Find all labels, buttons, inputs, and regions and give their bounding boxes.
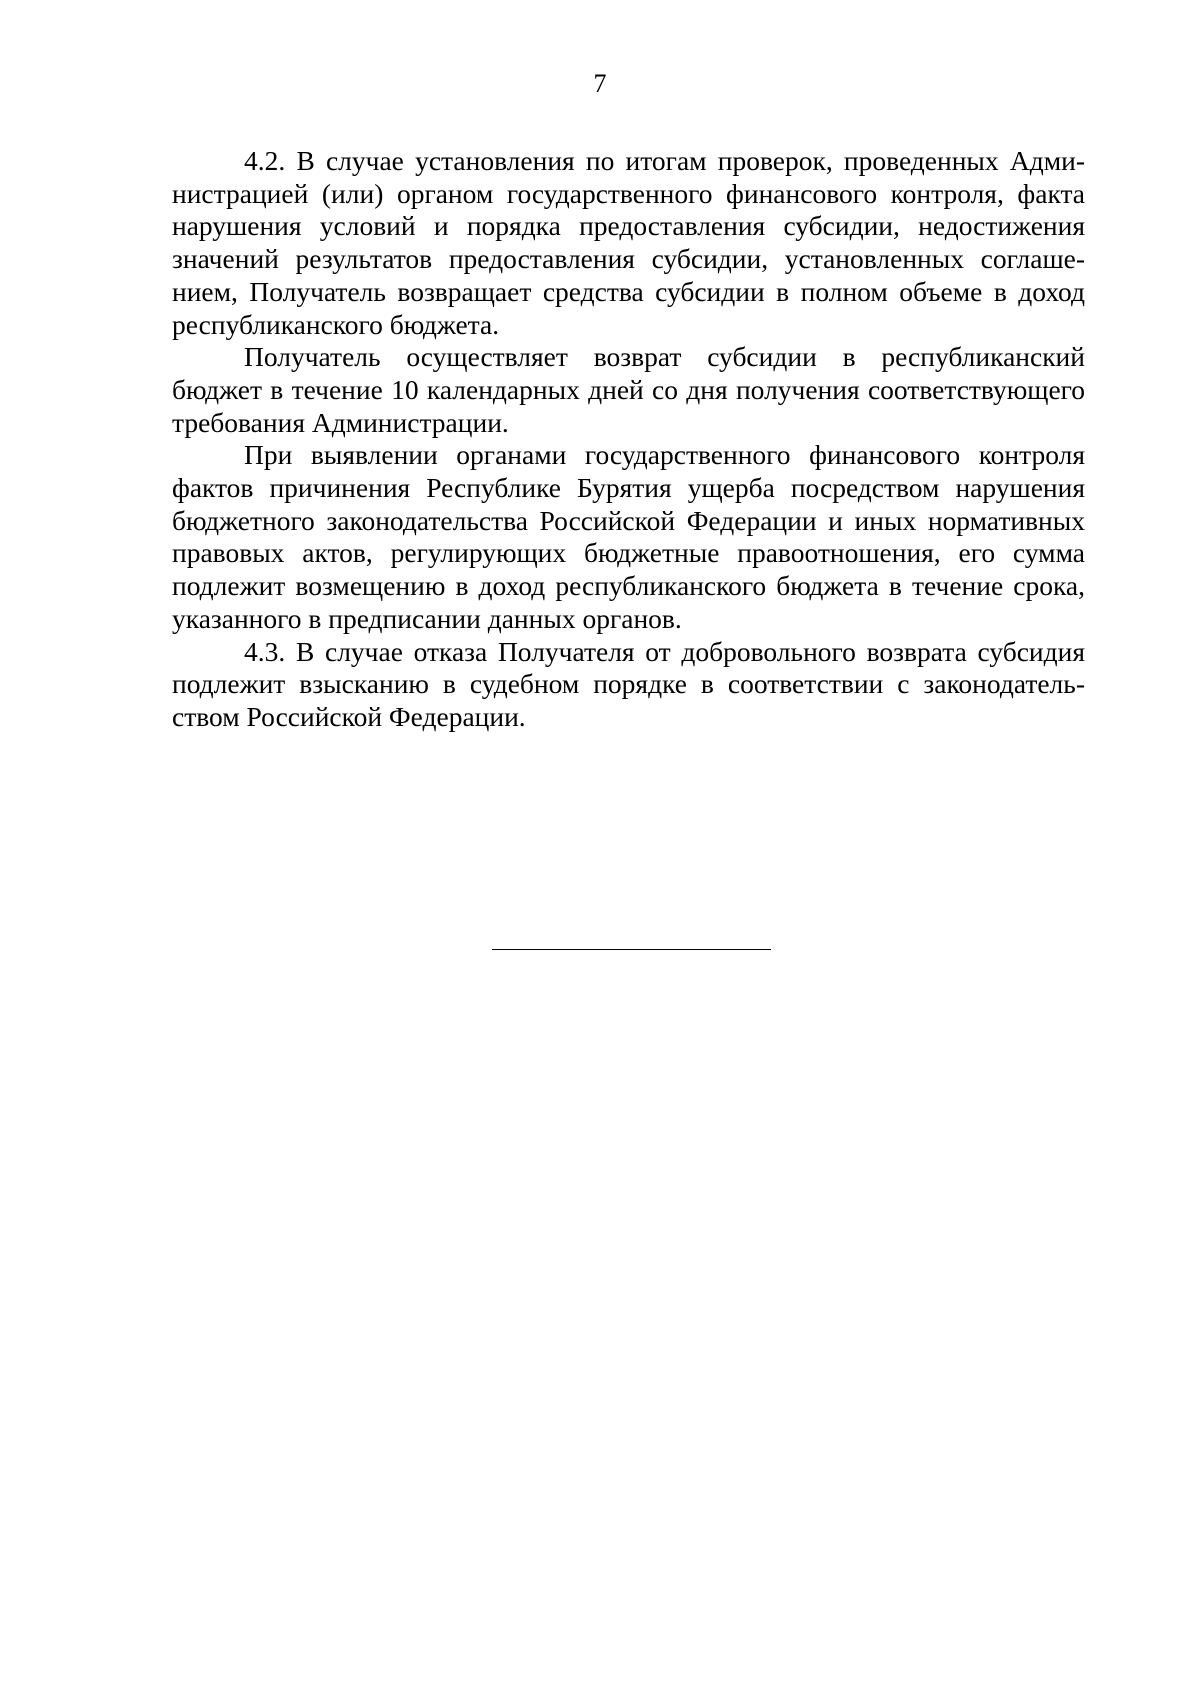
document-body bbox=[172, 145, 1085, 734]
end-of-document-rule bbox=[492, 949, 771, 950]
paragraph-4-2: 4.2. В случае установления по итогам проверок, проведенных Администрацией (или) органом государственного финансового контроля, факта нарушения условий и порядка предоставления субсидии, недостижения значений результатов предоставления субсидии, установленных соглашением, Получатель возвращает средства субсидии в полном объеме в доход республиканского бюджета. bbox=[172, 145, 1085, 340]
paragraph-refund-term: Получатель осуществляет возврат субсидии в республиканский бюджет в течение 10 календарных дней со дня получения соответствующего требования Администрации. bbox=[172, 341, 1085, 438]
page-number: 7 bbox=[593, 69, 607, 98]
paragraph-damage-compensation: При выявлении органами государственного финансового контроля фактов причинения Республике Бурятия ущерба посредством нарушения бюджетного законодательства Российской Федерации и иных нормативных правовых актов, регулирующих бюджетные правоотношения, его сумма подлежит возмещению в доход республиканского бюджета в течение срока, указанного в предписании данных органов. bbox=[172, 439, 1085, 634]
paragraph-4-3: 4.3. В случае отказа Получателя от добровольного возврата субсидия подлежит взысканию в судебном порядке в соответствии с законодательством Российской Федерации. bbox=[172, 635, 1085, 732]
